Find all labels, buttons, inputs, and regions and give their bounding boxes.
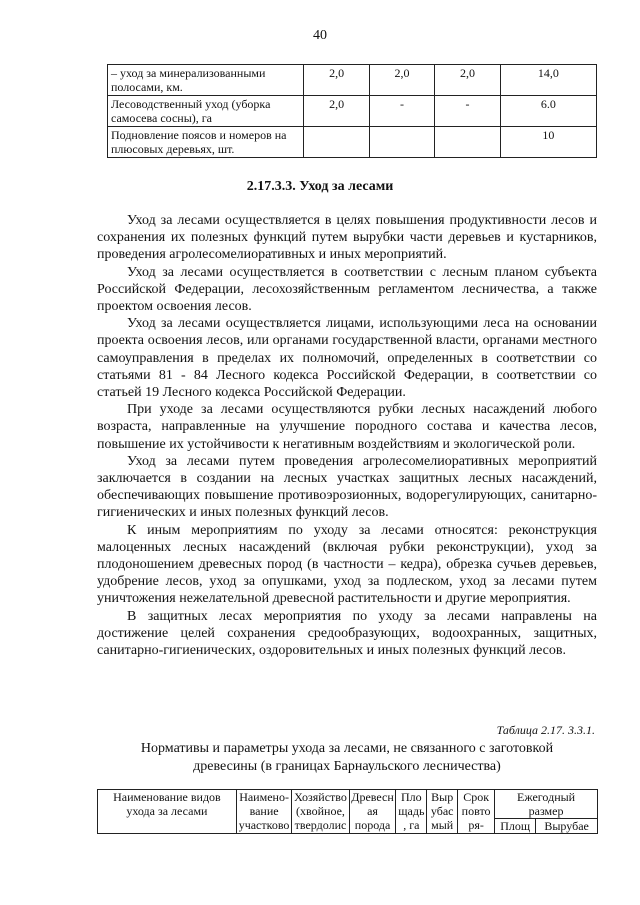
header-line: ухода за лесами xyxy=(126,804,208,818)
table-caption: Таблица 2.17. 3.3.1. xyxy=(496,723,595,737)
table-cell: - xyxy=(435,96,500,127)
table-cell: 14,0 xyxy=(500,65,596,96)
table-cell: 2,0 xyxy=(304,96,369,127)
header-line: Наименование видов xyxy=(113,790,221,804)
header-line: (хвойное, xyxy=(296,804,345,818)
header-line: участково xyxy=(238,818,290,832)
table-row xyxy=(108,96,597,127)
table-cell: 2,0 xyxy=(435,65,500,96)
table-title-line: древесины (в границах Барнаульского лесничества) xyxy=(193,758,501,774)
paragraph: Уход за лесами путем проведения агролесомелиоративных мероприятий заключается в создании на лесных участках защитных лесных насаждений, обеспечивающих повышение противоэрозионных, водорегулирующих, санитарно-гигиенических и иных полезных функций лесов. xyxy=(97,453,597,521)
page-number: 40 xyxy=(313,28,327,43)
header-cell-annual: размер xyxy=(495,804,598,819)
header-cell xyxy=(292,790,349,834)
header-line: Хозяйство xyxy=(294,790,347,804)
header-line: убас xyxy=(430,804,454,818)
paragraph: Уход за лесами осуществляется в соответствии с лесным планом субъекта Российской Федерации, лесохозяйственным регламентом лесничества, а также проектом освоения лесов. xyxy=(97,264,597,315)
paragraph: К иным мероприятиям по уходу за лесами относятся: реконструкция малоценных лесных насаждений (включая рубки реконструкции), уход за плодоношением древесных пород (в частности – кедра), обрезка сучьев деревьев, удобрение лесов, уход за опушками, уход за подлеском, уход за лесами путем уничтожения нежелательной древесной растительности и другие мероприятия. xyxy=(97,522,597,607)
table-header-row xyxy=(98,790,598,805)
table-cell: 2,0 xyxy=(369,65,434,96)
table-cell: Подновление поясов и номеров на плюсовых деревьях, шт. xyxy=(108,127,304,158)
table-title-line: Нормативы и параметры ухода за лесами, не связанного с заготовкой xyxy=(140,741,554,756)
paragraph: Уход за лесами осуществляется лицами, использующими леса на основании проекта освоения лесов, или органами государственной власти, органами местного самоуправления в пределах их полномочий, определенных в соответствии со статьями 81 - 84 Лесного кодекса Российской Федерации, в соответствии со статьей 19 Лесного кодекса Российской Федерации. xyxy=(97,316,597,401)
section-title: 2.17.3.3. Уход за лесами xyxy=(246,179,394,194)
header-cell xyxy=(236,790,292,834)
header-cell xyxy=(396,790,427,834)
paragraph: Уход за лесами осуществляется в целях повышения продуктивности лесов и сохранения их полезных функций путем вырубки части деревьев и кустарников, проведения агролесомелиоративных и иных мероприятий. xyxy=(97,213,597,263)
header-cell xyxy=(427,790,458,834)
table-cell: - xyxy=(369,96,434,127)
table-cell: Лесоводственный уход (уборка самосева сосны), га xyxy=(108,96,304,127)
header-cell xyxy=(458,790,495,834)
table-row xyxy=(108,65,597,96)
table-cell: – уход за минерализованными полосами, км. xyxy=(108,65,304,96)
table-cell xyxy=(304,127,369,158)
table-cell: 2,0 xyxy=(304,65,369,96)
table-cell xyxy=(369,127,434,158)
header-line: , га xyxy=(403,818,420,832)
table-title xyxy=(97,740,597,775)
header-cell: Вырубае xyxy=(536,819,598,834)
header-line: Древесн xyxy=(351,790,394,804)
paragraph: В защитных лесах мероприятия по уходу за лесами направлены на достижение целей сохранения средообразующих, водоохранных, защитных, санитарно-гигиенических, оздоровительных и иных полезных функций лесов. xyxy=(97,608,597,659)
header-line: Наимено- xyxy=(239,790,289,804)
table-cell: 10 xyxy=(500,127,596,158)
header-line: вание xyxy=(249,804,279,818)
bottom-table xyxy=(97,789,598,834)
header-line: мый xyxy=(431,818,454,832)
header-cell-annual: Ежегодный xyxy=(495,790,598,805)
header-line: порода xyxy=(354,818,391,832)
header-cell: Площ xyxy=(495,819,536,834)
table-row xyxy=(108,127,597,158)
header-cell xyxy=(349,790,396,834)
header-line: Срок xyxy=(463,790,490,804)
header-cell-name xyxy=(98,790,237,834)
header-line: повто xyxy=(461,804,491,818)
header-line: Пло xyxy=(401,790,422,804)
header-line: ря- xyxy=(468,818,484,832)
header-line: твердолис xyxy=(294,818,347,832)
header-line: щадь xyxy=(398,804,425,818)
top-table xyxy=(107,64,597,158)
paragraph: При уходе за лесами осуществляются рубки лесных насаждений любого возраста, направленные на улучшение породного состава и качества лесов, повышение их устойчивости к негативным воздействиям и экологической роли. xyxy=(97,402,597,452)
header-line: ая xyxy=(367,804,378,818)
table-cell xyxy=(435,127,500,158)
table-cell: 6.0 xyxy=(500,96,596,127)
body-text xyxy=(97,212,597,659)
header-line: Выр xyxy=(431,790,454,804)
